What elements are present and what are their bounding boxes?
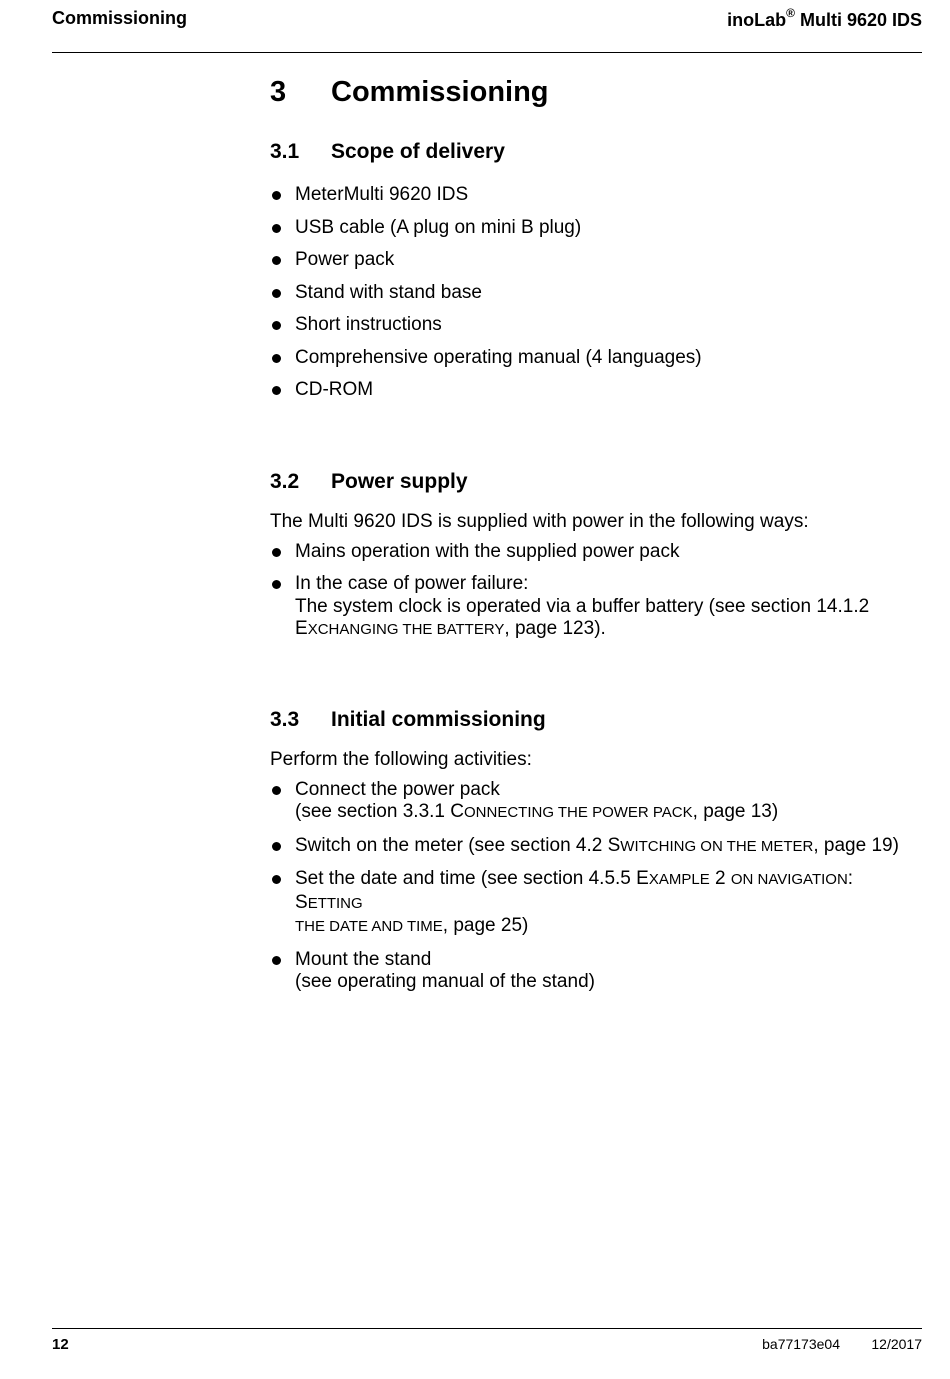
header-chapter: Commissioning xyxy=(52,8,188,28)
header-rule xyxy=(52,52,922,53)
cross-reference: ONNECTING THE POWER PACK xyxy=(464,804,693,821)
document-date: 12/2017 xyxy=(871,1336,922,1352)
list-item: Stand with stand base xyxy=(270,282,922,305)
cross-reference: WITCHING ON THE METER xyxy=(620,837,814,855)
cross-reference: XCHANGING THE BATTERY xyxy=(307,621,505,638)
commissioning-list xyxy=(270,779,922,994)
list-item: USB cable (A plug on mini B plug) xyxy=(270,217,922,240)
cross-reference: THE DATE AND TIME xyxy=(295,918,443,935)
document-id: ba77173e04 xyxy=(762,1336,840,1352)
bullet-icon xyxy=(272,289,281,298)
section-heading-3-2: 3.2 Power supply xyxy=(270,469,468,493)
power-supply-list xyxy=(270,541,922,642)
commissioning-intro: Perform the following activities: xyxy=(270,748,532,770)
list-item: Power pack xyxy=(270,249,922,272)
section-heading-3-1: 3.1 Scope of delivery xyxy=(270,140,505,163)
bullet-icon xyxy=(272,191,281,200)
page-content xyxy=(270,76,922,1004)
bullet-icon xyxy=(272,386,281,395)
bullet-icon xyxy=(272,580,281,589)
bullet-icon xyxy=(272,786,281,795)
bullet-icon xyxy=(272,956,281,965)
section-heading-3-3: 3.3 Initial commissioning xyxy=(270,707,546,731)
header-product: inoLab® Multi 9620 IDS xyxy=(727,6,922,30)
chapter-number: 3 xyxy=(270,76,287,108)
list-item: Connect the power pack (see section 3.3.1 CONNECTING THE POWER PACK, page 13) xyxy=(270,779,922,825)
list-item: MeterMulti 9620 IDS xyxy=(270,184,922,207)
bullet-icon xyxy=(272,321,281,330)
page-footer xyxy=(52,1336,922,1356)
chapter-title: Commissioning xyxy=(331,76,549,108)
footer-rule xyxy=(52,1328,922,1329)
bullet-icon xyxy=(272,875,281,884)
power-supply-intro: The Multi 9620 IDS is supplied with power in the following ways: xyxy=(270,510,809,532)
list-item: In the case of power failure: The system clock is operated via a buffer battery (see section 14.1.2 EXCHANGING THE BATTERY, page 123). xyxy=(270,573,922,642)
bullet-icon xyxy=(272,224,281,233)
registered-mark: ® xyxy=(786,6,795,20)
list-item: Set the date and time (see section 4.5.5 EXAMPLE 2 ON NAVIGATION: SETTING THE DATE AND TIME, page 25) xyxy=(270,868,922,939)
delivery-list xyxy=(270,184,922,402)
bullet-icon xyxy=(272,354,281,363)
bullet-icon xyxy=(272,842,281,851)
list-item: CD-ROM xyxy=(270,379,922,402)
bullet-icon xyxy=(272,548,281,557)
list-item: Switch on the meter (see section 4.2 SWITCHING ON THE METER, page 19) xyxy=(270,835,922,859)
list-item: Comprehensive operating manual (4 languages) xyxy=(270,347,922,370)
bullet-icon xyxy=(272,256,281,265)
list-item: Mains operation with the supplied power pack xyxy=(270,541,922,564)
chapter-heading xyxy=(270,76,922,116)
page-header xyxy=(52,6,922,34)
list-item: Mount the stand (see operating manual of the stand) xyxy=(270,949,922,994)
list-item: Short instructions xyxy=(270,314,922,337)
page-number: 12 xyxy=(52,1336,69,1353)
